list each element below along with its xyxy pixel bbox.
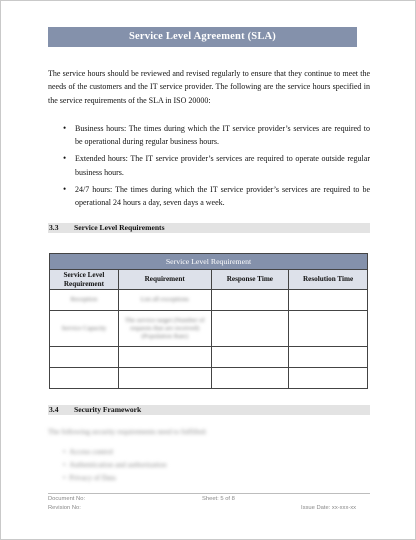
table-cell: List all exceptions — [118, 290, 211, 311]
footer-issue-date: Issue Date: xx-xxx-xx — [301, 505, 357, 511]
table-row — [50, 368, 368, 389]
table-caption: Service Level Requirement — [50, 254, 368, 270]
table-cell — [50, 347, 119, 368]
list-item: • Extended hours: The IT service provider’s services are required to operate outside regular business hours. — [63, 153, 370, 177]
column-header: Service Level Requirement — [50, 270, 119, 290]
table-cell — [289, 290, 368, 311]
page-title: Service Level Agreement (SLA) — [48, 27, 357, 47]
column-header: Response Time — [211, 270, 289, 290]
table-cell — [118, 368, 211, 389]
bullet-icon: • — [63, 123, 67, 133]
table-cell — [211, 311, 289, 347]
table-cell: Reception — [50, 290, 119, 311]
column-header: Requirement — [118, 270, 211, 290]
table-cell — [211, 368, 289, 389]
footer-divider — [48, 493, 370, 494]
table-cell: Service Capacity — [50, 311, 119, 347]
section-title: Service Level Requirements — [74, 223, 165, 232]
footer-sheet: Sheet: 5 of 8 — [202, 496, 235, 502]
footer-revision-no: Revision No: — [48, 505, 81, 511]
table-cell: The service target (Number of requests that are received) (Population Rate) — [118, 311, 211, 347]
column-header: Resolution Time — [289, 270, 368, 290]
list-item: • Business hours: The times during which the IT service provider’s services are required to be operational during regular business hours. — [63, 123, 370, 147]
table-row — [50, 311, 368, 347]
table-cell — [289, 368, 368, 389]
service-hours-list — [63, 122, 370, 213]
list-item: • Privacy of Data — [63, 473, 116, 482]
list-item: • 24/7 hours: The times during which the IT service provider’s services are required to be operational 24 hours a day, seven days a week. — [63, 183, 370, 208]
table-row — [50, 290, 368, 311]
table-row — [50, 347, 368, 368]
table-cell — [289, 347, 368, 368]
section-heading-3-4 — [48, 405, 370, 415]
intro-paragraph: The service hours should be reviewed and revised regularly to ensure that they continue to meet the needs of the customers and the IT service provider. The following are the service hours specified in the service requirements of the SLA in ISO 20000: — [48, 69, 370, 105]
bullet-icon: • — [63, 183, 67, 194]
table-cell — [289, 311, 368, 347]
bullet-icon: • — [63, 153, 67, 164]
section-number: 3.4 — [49, 405, 59, 414]
footer-document-no: Document No: — [48, 496, 86, 502]
section-title: Security Framework — [74, 405, 142, 414]
table-cell — [211, 347, 289, 368]
list-item: • Authentication and authorization — [63, 460, 167, 469]
service-level-requirement-table — [49, 253, 368, 389]
section-number: 3.3 — [49, 223, 59, 232]
table-cell — [118, 347, 211, 368]
section-heading-3-3 — [48, 223, 370, 233]
table-cell — [211, 290, 289, 311]
table-cell — [50, 368, 119, 389]
list-item: • Access control — [63, 447, 114, 456]
security-intro: The following security requirements need to fulfilled: — [48, 427, 207, 436]
